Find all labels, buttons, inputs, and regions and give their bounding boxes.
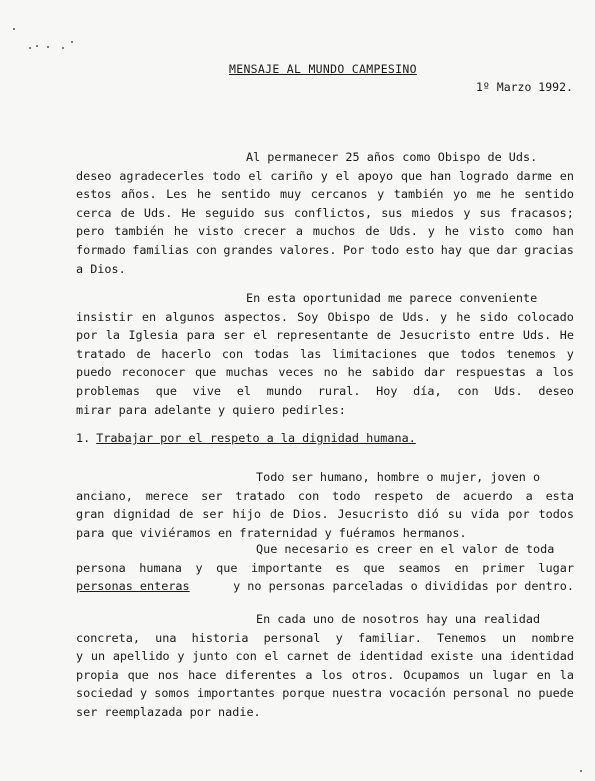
word: valores. (279, 242, 337, 257)
text-line: a Dios. (76, 261, 126, 276)
text-line: Al permanecer 25 años como Obispo de Uds. (246, 150, 538, 164)
word: cariño (270, 168, 314, 183)
word: humana (139, 560, 182, 575)
word: la (559, 667, 574, 682)
word: que (400, 168, 423, 183)
section-heading (76, 431, 416, 445)
word: dignidad (113, 507, 171, 522)
word: personal (452, 686, 510, 701)
word: con (235, 649, 257, 664)
word: día, (413, 383, 442, 398)
word: sabido (371, 365, 415, 380)
text-line (76, 326, 574, 345)
word: me (476, 187, 491, 202)
word: y (427, 224, 435, 239)
text-line (76, 647, 574, 666)
text-line (76, 345, 574, 364)
word: y (566, 346, 574, 361)
word: otros. (351, 667, 395, 682)
word: Hoy (376, 383, 398, 398)
word: una (480, 649, 503, 664)
word: muchos (312, 224, 356, 239)
word: la (105, 328, 120, 343)
text-line: En cada uno de nosotros hay una realidad (256, 612, 541, 626)
word: somos (154, 686, 190, 701)
word: he (500, 187, 515, 202)
word: de (435, 488, 451, 503)
word: entre (478, 328, 515, 343)
word: logrado (458, 168, 509, 183)
word: de (120, 205, 135, 220)
word: gracias (524, 242, 574, 257)
word: sus (263, 205, 285, 220)
word: de (269, 507, 285, 522)
word: de (379, 309, 394, 324)
word: anciano, (76, 488, 133, 503)
text-line: mirar para adelante y quiero pedirles: (76, 402, 346, 417)
word: no (516, 686, 532, 701)
word: Por (342, 242, 365, 257)
text-line: ser reemplazada por nadie. (76, 704, 261, 719)
word: el (248, 168, 263, 183)
word: Uds. (143, 205, 173, 220)
word: un (469, 667, 484, 682)
word: importante (251, 560, 323, 575)
text-line (76, 222, 574, 241)
section-number: 1. (76, 431, 91, 445)
word: cerca (76, 205, 112, 220)
word: a (295, 224, 303, 239)
word: Dios. (293, 507, 329, 522)
word: Les (166, 187, 188, 202)
word: He (181, 205, 196, 220)
word: que (127, 667, 149, 682)
text-line (76, 505, 574, 524)
word: apoyo (357, 168, 394, 183)
text-line (76, 204, 574, 223)
word: respeto (373, 488, 424, 503)
paragraph-2 (76, 289, 574, 419)
word: todos (460, 346, 496, 361)
word: que (468, 242, 490, 257)
word: con (221, 346, 244, 361)
word: esto (405, 242, 435, 257)
word: familias (132, 242, 190, 257)
word: por (508, 507, 530, 522)
word: miedos (411, 205, 455, 220)
word: limitaciones (332, 346, 418, 361)
word: como (514, 224, 543, 239)
word: sus (479, 205, 501, 220)
word: visto (197, 224, 234, 239)
word: con (457, 383, 479, 398)
word: y (463, 205, 471, 220)
word: Obispo (327, 309, 371, 324)
word: que (216, 560, 238, 575)
word: han (429, 168, 452, 183)
word: Tenemos (437, 630, 487, 645)
word: deseo (76, 168, 112, 183)
word: esta (545, 488, 574, 503)
word: en (536, 667, 551, 682)
word: las (300, 346, 322, 361)
word: algunos (165, 309, 215, 324)
word: todas (253, 346, 290, 361)
word: gran (76, 507, 105, 522)
word: ser (201, 488, 223, 503)
word: acuerdo (463, 488, 513, 503)
word: una (155, 630, 177, 645)
word: visto (468, 224, 505, 239)
word: puedo (76, 365, 112, 380)
word: no (323, 365, 338, 380)
word: Soy (297, 309, 319, 324)
text-line (76, 308, 574, 327)
word: sus (381, 205, 403, 220)
word: ser (202, 507, 224, 522)
word: lugar (492, 667, 528, 682)
word: de (179, 507, 194, 522)
word: sociedad (76, 686, 133, 701)
word: reconocer (121, 365, 186, 380)
text-line (76, 185, 574, 204)
word: agradecerles (119, 168, 205, 183)
word: representante (275, 328, 369, 343)
text-line (76, 382, 574, 401)
word: y (320, 168, 328, 183)
word: pero (76, 224, 105, 239)
word: que (194, 365, 217, 380)
word: y (140, 686, 148, 701)
word: y (76, 649, 84, 664)
word: y (195, 560, 203, 575)
word: de (336, 649, 352, 664)
word: hacerlo (161, 346, 212, 361)
word: merece (145, 488, 189, 503)
word: el (236, 383, 251, 398)
paragraph-3 (76, 468, 574, 542)
text-line (76, 167, 574, 186)
word: que (155, 383, 177, 398)
paragraph-4 (76, 540, 574, 596)
text-line (76, 666, 574, 685)
word: de (365, 224, 380, 239)
word: todo (370, 242, 400, 257)
text-line (76, 684, 574, 703)
underlined-phrase: personas enteras (76, 579, 190, 594)
word: seamos (398, 560, 441, 575)
word: personal (263, 630, 321, 645)
word: junto (192, 649, 228, 664)
word: historia (191, 630, 249, 645)
paragraph-1 (76, 148, 574, 278)
word: hay (440, 242, 462, 257)
word: yo (453, 187, 468, 202)
word: sentido (524, 187, 574, 202)
word: crecer (243, 224, 286, 239)
document-date: 1º Marzo 1992. (476, 80, 573, 94)
word: Uds. (522, 328, 552, 343)
word: los (552, 365, 574, 380)
word: nombre (531, 630, 574, 645)
word: porque (282, 686, 325, 701)
word: para (186, 328, 216, 343)
word: rural. (317, 383, 361, 398)
word: Jesucristo (399, 328, 471, 343)
word: dió (417, 507, 439, 522)
word: cercanos (310, 187, 368, 202)
word: es (335, 560, 350, 575)
word: el (253, 328, 268, 343)
word: que (428, 346, 450, 361)
word: por (76, 328, 98, 343)
word: Uds. (389, 224, 418, 239)
word: darme (516, 168, 552, 183)
word: primer (482, 560, 525, 575)
word: con (297, 488, 320, 503)
word: aspectos. (224, 309, 288, 324)
word: formado (76, 242, 126, 257)
word: seguido (204, 205, 255, 220)
word: muchas (226, 365, 269, 380)
word: los (321, 667, 343, 682)
word: hace (188, 667, 217, 682)
word: familiar. (357, 630, 422, 645)
word: que (363, 560, 385, 575)
word: propia (76, 667, 119, 682)
word: Uds. (494, 383, 523, 398)
word: grandes (223, 242, 274, 257)
word: también (393, 187, 444, 202)
word: el (335, 168, 350, 183)
word: dar (496, 242, 518, 257)
word: nuestra (332, 686, 382, 701)
word: de (376, 328, 391, 343)
text-line: para que viviéramos en fraternidad y fuéramos hermanos. (76, 525, 467, 540)
word: en (559, 168, 574, 183)
word: hijo (232, 507, 261, 522)
word: años. (121, 187, 157, 202)
word: a (535, 365, 543, 380)
word: sido (479, 309, 508, 324)
text-line: En esta oportunidad me parece conveniente (246, 291, 538, 305)
word: tenemos (506, 346, 557, 361)
word: vida (470, 507, 500, 522)
word: y (440, 309, 448, 324)
word: vocación (388, 686, 446, 701)
word: han (552, 224, 574, 239)
word: sentido (220, 187, 271, 202)
word: y (335, 630, 343, 645)
text-line: Todo ser humano, hombre o mujer, joven o (256, 470, 541, 484)
word: deseo (538, 383, 574, 398)
text-line (76, 241, 574, 260)
section-title: Trabajar por el respeto a la dignidad humana. (96, 431, 416, 445)
word: diferentes (225, 667, 297, 682)
word: colocado (517, 309, 574, 324)
text-line-with-underline (76, 577, 574, 596)
word: identidad (358, 649, 423, 664)
word: el (264, 649, 279, 664)
word: un (501, 630, 517, 645)
word: a (305, 667, 313, 682)
word: dar (423, 365, 446, 380)
word: también (114, 224, 165, 239)
word: tratado (76, 346, 126, 361)
word: nos (157, 667, 180, 682)
word: a (525, 488, 533, 503)
word: lugar (538, 560, 574, 575)
word: con (195, 242, 217, 257)
word: veces (278, 365, 314, 380)
word: estos (76, 187, 112, 202)
text-line (76, 487, 574, 506)
word: he (173, 224, 189, 239)
word: tratado (235, 488, 286, 503)
word: concreta, (76, 630, 140, 645)
word: un (90, 649, 106, 664)
word: persona (76, 560, 126, 575)
text-line: Que necesario es creer en el valor de toda (256, 542, 555, 556)
word: fracasos; (509, 205, 574, 220)
document-title: MENSAJE AL MUNDO CAMPESINO (229, 62, 417, 76)
text-line-rest: y no personas parceladas o divididas por dentro. (233, 579, 574, 594)
word: ser (223, 328, 245, 343)
word: insistir (76, 309, 133, 324)
word: vive (192, 383, 222, 398)
word: existe (430, 649, 474, 664)
word: he (347, 365, 362, 380)
word: identidad (510, 649, 574, 664)
word: de (136, 346, 151, 361)
word: y (177, 649, 185, 664)
word: carnet (286, 649, 330, 664)
text-line (76, 559, 574, 578)
word: puede (538, 686, 574, 701)
word: he (456, 309, 471, 324)
word: respuestas (455, 365, 527, 380)
word: Ocupamos (403, 667, 461, 682)
word: y (377, 187, 385, 202)
text-line (76, 629, 574, 648)
word: en (454, 560, 469, 575)
word: importantes (196, 686, 276, 701)
word: Jesucristo (337, 507, 409, 522)
word: todo (332, 488, 361, 503)
word: apellido (112, 649, 170, 664)
word: todo (212, 168, 241, 183)
paragraph-5 (76, 610, 574, 722)
word: mundo (266, 383, 303, 398)
word: he (196, 187, 212, 202)
word: He (559, 328, 574, 343)
word: conflictos, (293, 205, 373, 220)
word: he (444, 224, 459, 239)
word: problemas (76, 383, 140, 398)
word: su (447, 507, 462, 522)
word: Uds. (402, 309, 431, 324)
word: en (141, 309, 157, 324)
word: Iglesia (128, 328, 179, 343)
word: todos (538, 507, 574, 522)
word: muy (279, 187, 302, 202)
text-line (76, 363, 574, 382)
